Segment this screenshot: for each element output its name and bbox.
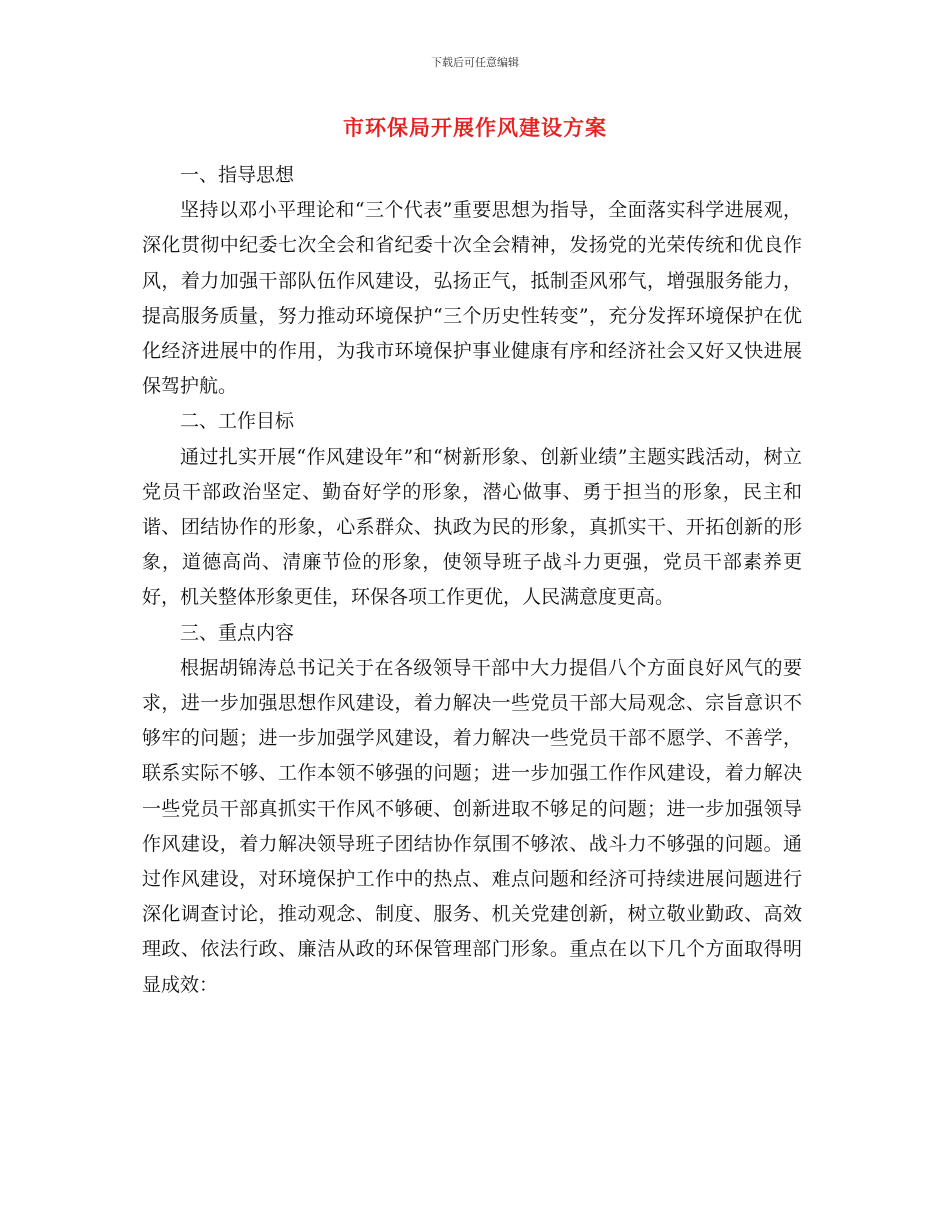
section-heading-guiding-thought: 一、指导思想 (180, 164, 295, 186)
section-paragraph-guiding-thought: 坚持以邓小平理论和“三个代表”重要思想为指导，全面落实科学进展观，深化贯彻中纪委七次全会和省纪委十次全会精神，发扬党的光荣传统和优良作风，着力加强干部队伍作风建设，弘扬正气，抵制歪风邪气，增强服务能力，提高服务质量，努力推动环境保护“三个历史性转变”，充分发挥环境保护在优化经济进展中的作用，为我市环境保护事业健康有序和经济社会又好又快进展保驾护航。 (142, 199, 802, 398)
page-header-note: 下载后可任意编辑 (431, 56, 519, 69)
section-paragraph-key-content: 根据胡锦涛总书记关于在各级领导干部中大力提倡八个方面良好风气的要求，进一步加强思想作风建设，着力解决一些党员干部大局观念、宗旨意识不够牢的问题；进一步加强学风建设，着力解决一些党员干部不愿学、不善学，联系实际不够、工作本领不够强的问题；进一步加强工作作风建设，着力解决一些党员干部真抓实干作风不够硬、创新进取不够足的问题；进一步加强领导作风建设，着力解决领导班子团结协作氛围不够浓、战斗力不够强的问题。通过作风建设，对环境保护工作中的热点、难点问题和经济可持续进展问题进行深化调查讨论，推动观念、制度、服务、机关党建创新，树立敬业勤政、高效理政、依法行政、廉洁从政的环保管理部门形象。重点在以下几个方面取得明显成效： (142, 656, 802, 996)
section-paragraph-work-goals: 通过扎实开展“作风建设年”和“树新形象、创新业绩”主题实践活动，树立党员干部政治坚定、勤奋好学的形象，潜心做事、勇于担当的形象，民主和谐、团结协作的形象，心系群众、执政为民的形象，真抓实干、开拓创新的形象，道德高尚、清廉节俭的形象，使领导班子战斗力更强，党员干部素养更好，机关整体形象更佳，环保各项工作更优，人民满意度更高。 (142, 445, 802, 609)
section-heading-key-content: 三、重点内容 (180, 621, 295, 644)
document-title: 市环保局开展作风建设方案 (343, 115, 607, 140)
section-heading-work-goals: 二、工作目标 (180, 410, 295, 433)
document-body (142, 158, 802, 1003)
